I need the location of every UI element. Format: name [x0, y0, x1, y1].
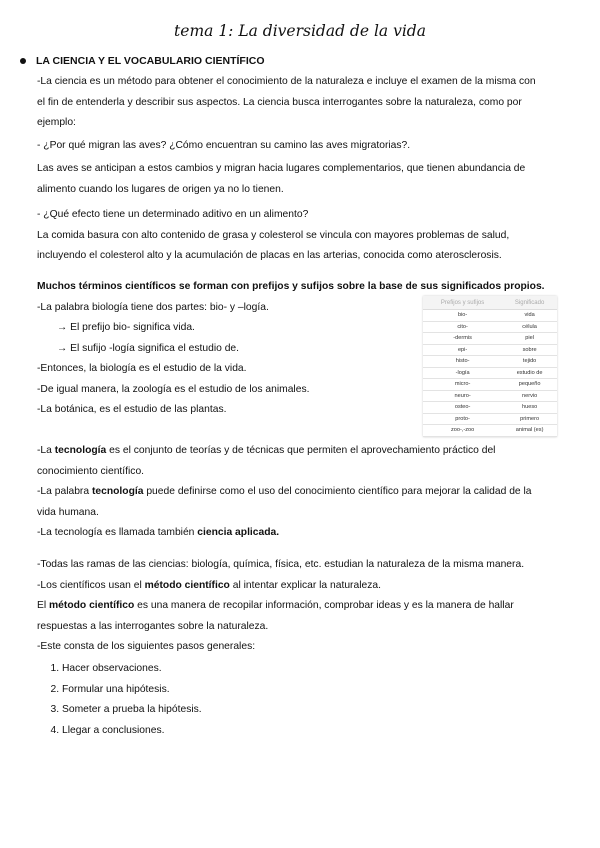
tech-text: vida humana.	[37, 506, 99, 518]
answer-line: Las aves se anticipan a estos cambios y migran hacia lugares complementarios, que tienen abundancia de	[37, 163, 526, 174]
table-row	[423, 379, 557, 391]
table-cell: -dermis	[423, 333, 502, 345]
tech-bold: tecnología	[91, 486, 144, 497]
table-cell: sobre	[502, 344, 557, 356]
tech-bold: ciencia aplicada.	[197, 527, 280, 538]
technology-paragraph	[37, 441, 577, 544]
section-heading-text: LA CIENCIA Y EL VOCABULARIO CIENTÍFICO	[36, 55, 265, 67]
table-cell: cito-	[423, 321, 502, 333]
prefix-heading: Muchos términos científicos se forman con prefijos y sufijos sobre la base de sus significados propios.	[37, 281, 545, 292]
table-cell: zoo-,-zoo	[423, 425, 502, 437]
table-cell: neuro-	[423, 390, 502, 402]
tech-text: -La	[37, 445, 55, 456]
tech-text: -La tecnología es llamada también	[37, 527, 198, 538]
intro-line: -La ciencia es un método para obtener el conocimiento de la naturaleza e incluye el examen de la misma con	[37, 76, 536, 87]
bullet-icon	[20, 58, 26, 64]
table-cell: piel	[502, 333, 557, 345]
method-line	[37, 576, 577, 597]
table-cell: hueso	[502, 402, 557, 414]
page-title: tema 1: La diversidad de la vida	[174, 22, 426, 40]
table-cell: proto-	[423, 413, 502, 425]
method-paragraph	[37, 555, 577, 658]
intro-paragraph	[37, 72, 577, 134]
question-text: - ¿Por qué migran las aves? ¿Cómo encuentran su camino las aves migratorias?.	[37, 140, 411, 151]
answer-line: alimento cuando los lugares de origen ya no lo tienen.	[37, 183, 284, 195]
method-bold: método científico	[144, 579, 230, 591]
tech-line	[37, 482, 577, 503]
table-cell: animal (es)	[502, 425, 557, 437]
table-cell: pequeño	[502, 379, 557, 391]
tech-line	[37, 441, 577, 462]
answer-1	[37, 159, 577, 200]
prefix-table	[423, 296, 557, 437]
tech-bold: tecnología	[54, 445, 107, 456]
list-item: 2. Formular una hipótesis.	[62, 680, 202, 701]
table-row	[423, 367, 557, 379]
table-cell: vida	[502, 310, 557, 322]
tech-text: conocimiento científico.	[37, 465, 145, 477]
method-text: respuestas a las interrogantes sobre la naturaleza.	[37, 620, 269, 632]
table-cell: tejido	[502, 356, 557, 368]
table-cell: célula	[502, 321, 557, 333]
tech-text: puede definirse como el uso del conocimiento científico para mejorar la calidad de la	[143, 486, 532, 497]
question-text: - ¿Qué efecto tiene un determinado aditivo en un alimento?	[37, 209, 309, 220]
tech-text: es el conjunto de teorías y de técnicas que permiten el aprovechamiento práctico del	[106, 445, 496, 456]
prefix-line: -La palabra biología tiene dos partes: bio- y –logía.	[37, 302, 269, 313]
section-heading	[20, 55, 265, 67]
table-cell: histo-	[423, 356, 502, 368]
suffix-arrow-line: → El sufijo -logía significa el estudio de.	[57, 343, 240, 354]
table-row	[423, 390, 557, 402]
prefix-text: -Entonces, la biología es el estudio de la vida.	[37, 363, 247, 374]
method-text: El	[37, 600, 50, 611]
prefix-text: -La botánica, es el estudio de las plantas.	[37, 404, 227, 415]
list-item: 3. Someter a prueba la hipótesis.	[62, 700, 202, 721]
method-bold: método científico	[49, 600, 135, 611]
steps-list	[38, 659, 202, 741]
table-row	[423, 344, 557, 356]
intro-line: ejemplo:	[37, 117, 76, 128]
table-row	[423, 402, 557, 414]
table-cell: epi-	[423, 344, 502, 356]
method-text: -Este consta de los siguientes pasos generales:	[37, 641, 256, 652]
question-2	[37, 205, 577, 267]
table-row	[423, 413, 557, 425]
method-text: -Los científicos usan el	[37, 579, 145, 591]
table-cell: micro-	[423, 379, 502, 391]
answer-line: La comida basura con alto contenido de grasa y colesterol se vincula con mayores problemas de salud,	[37, 229, 510, 241]
table-row	[423, 425, 557, 437]
method-text: al intentar explicar la naturaleza.	[229, 579, 381, 591]
table-cell: bio-	[423, 310, 502, 322]
table-row	[423, 333, 557, 345]
method-line	[37, 596, 577, 617]
tech-text: -La palabra	[37, 486, 92, 497]
table-cell: nervio	[502, 390, 557, 402]
table-row	[423, 321, 557, 333]
table-row	[423, 310, 557, 322]
prefix-text: -De igual manera, la zoología es el estudio de los animales.	[37, 383, 310, 395]
table-cell: primero	[502, 413, 557, 425]
list-item: 1. Hacer observaciones.	[62, 659, 202, 680]
table-header: Prefijos y sufijos	[423, 296, 502, 310]
table-cell: -logía	[423, 367, 502, 379]
table-row	[423, 356, 557, 368]
list-item: 4. Llegar a conclusiones.	[62, 721, 202, 742]
table-cell: osteo-	[423, 402, 502, 414]
intro-line: el fin de entenderla y describir sus aspectos. La ciencia busca interrogantes sobre la naturaleza, como por	[37, 96, 522, 108]
prefix-arrow-line: → El prefijo bio- significa vida.	[57, 322, 195, 333]
method-text: -Todas las ramas de las ciencias: biología, química, física, etc. estudian la naturaleza de la misma manera.	[37, 559, 525, 570]
method-text: es una manera de recopilar información, comprobar ideas y es la manera de hallar	[134, 600, 514, 611]
question-1	[37, 136, 577, 157]
table-cell: estudio de	[502, 367, 557, 379]
table-header: Significado	[502, 296, 557, 310]
tech-line	[37, 523, 577, 544]
answer-line: incluyendo el colesterol alto y la acumulación de placas en las arterias, conocida como aterosclerosis.	[37, 250, 502, 261]
